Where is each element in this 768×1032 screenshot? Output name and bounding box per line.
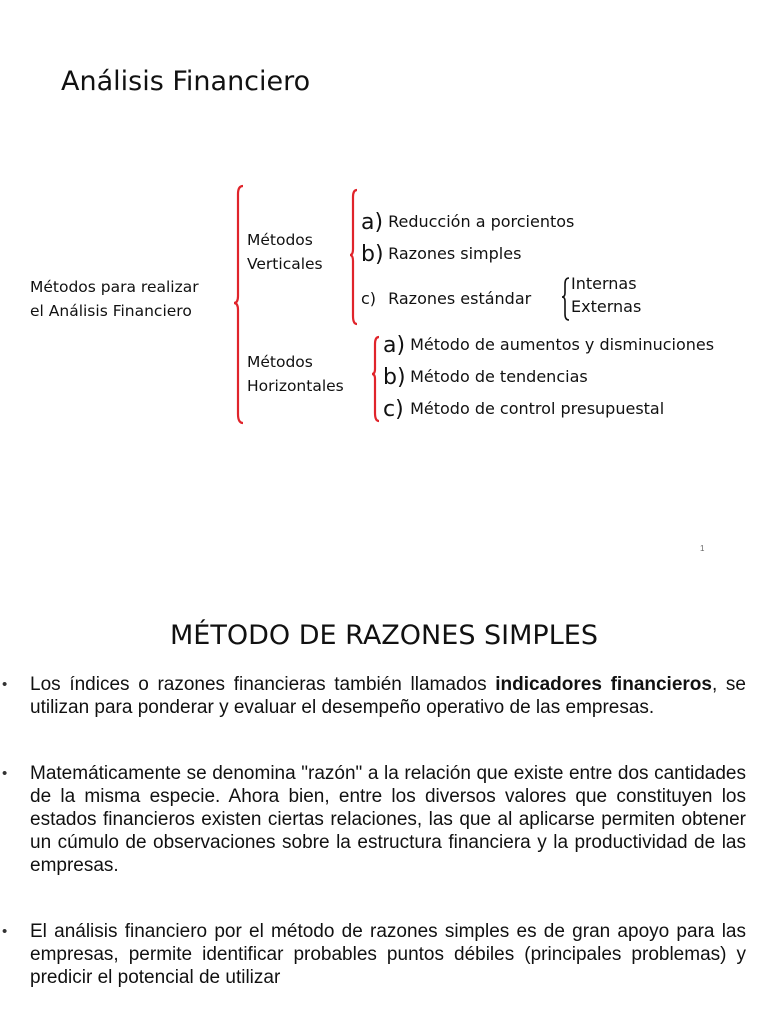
- list-item: a) Reducción a porcientos: [361, 210, 575, 235]
- bracket-main: [234, 186, 243, 423]
- metodos-horizontales-label: Métodos Horizontales: [247, 353, 344, 395]
- bullet-item: • Matemáticamente se denomina "razón" a la relación que existe entre dos cantidades de la misma especie. Ahora bien, entre los diversos valores que constituyen los estados financieros existen ciertas relaciones, las que al aplicarse permiten obtener un cúmulo de observaciones sobre la estructura financiera y la productividad de las empresas.: [2, 763, 746, 876]
- bullet-dot-icon: •: [2, 923, 8, 940]
- verticales-list: [361, 206, 574, 314]
- list-item: b) Método de tendencias: [383, 365, 588, 390]
- metodos-verticales-label: Métodos Verticales: [247, 231, 323, 273]
- list-item: a) Método de aumentos y disminuciones: [383, 333, 715, 358]
- list-item: c) Método de control presupuestal: [383, 397, 665, 422]
- slide-title: Análisis Financiero: [61, 66, 311, 97]
- slide-title: MÉTODO DE RAZONES SIMPLES: [170, 620, 598, 651]
- list-item: c) Razones estándar: [361, 289, 532, 308]
- list-item: b) Razones simples: [361, 242, 522, 267]
- bullet-list: [0, 673, 768, 1032]
- horizontales-list: [383, 329, 714, 425]
- page-number: 1: [700, 544, 705, 553]
- diagram-root-label: Métodos para realizar el Análisis Financiero: [30, 278, 199, 320]
- bracket-horizontales: [372, 337, 379, 421]
- bullet-item: • Los índices o razones financieras también llamados indicadores financieros, se utilizan para ponderar y evaluar el desempeño operativo de las empresas.: [2, 674, 746, 718]
- slide-razones-simples: [0, 576, 768, 1024]
- bullet-dot-icon: •: [2, 676, 8, 693]
- bullet-item: • El análisis financiero por el método de razones simples es de gran apoyo para las empresas, permite identificar probables puntos débiles (principales problemas) y predicir el potencial de utilizar: [2, 921, 746, 988]
- bullet-dot-icon: •: [2, 765, 8, 782]
- bracket-verticales: [350, 190, 357, 324]
- estandar-sublist: Internas Externas: [571, 274, 642, 316]
